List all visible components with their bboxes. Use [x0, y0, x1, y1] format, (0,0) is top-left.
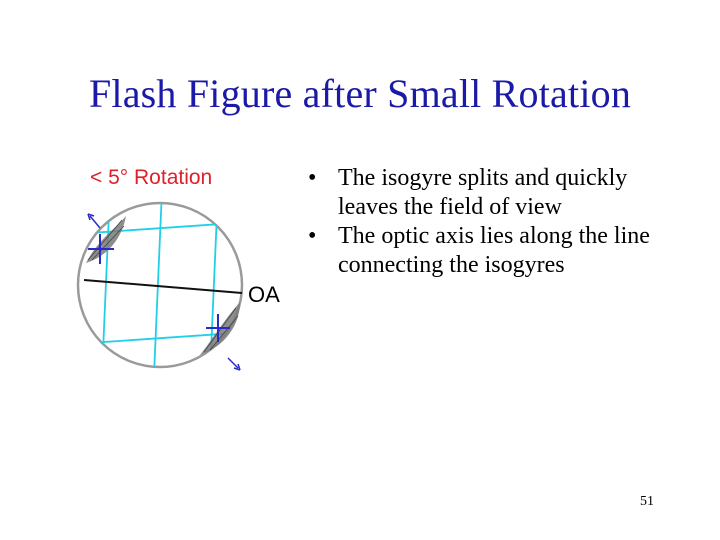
bullet-item: [304, 164, 664, 222]
slide-title: Flash Figure after Small Rotation: [88, 71, 632, 116]
figure-caption: < 5° Rotation: [90, 166, 213, 189]
flash-figure: [70, 160, 290, 375]
bullet-item: [304, 222, 664, 280]
page-number: 51: [640, 494, 654, 509]
bullet-marker: •: [308, 223, 317, 249]
bullet-list: [304, 164, 664, 280]
optic-axis-label: OA: [248, 282, 280, 307]
bullet-text: The optic axis lies along the line connecting the isogyres: [338, 223, 650, 278]
interference-figure-diagram: [70, 190, 290, 375]
bullet-marker: •: [308, 165, 317, 191]
bullet-text: The isogyre splits and quickly leaves the field of view: [338, 165, 628, 220]
